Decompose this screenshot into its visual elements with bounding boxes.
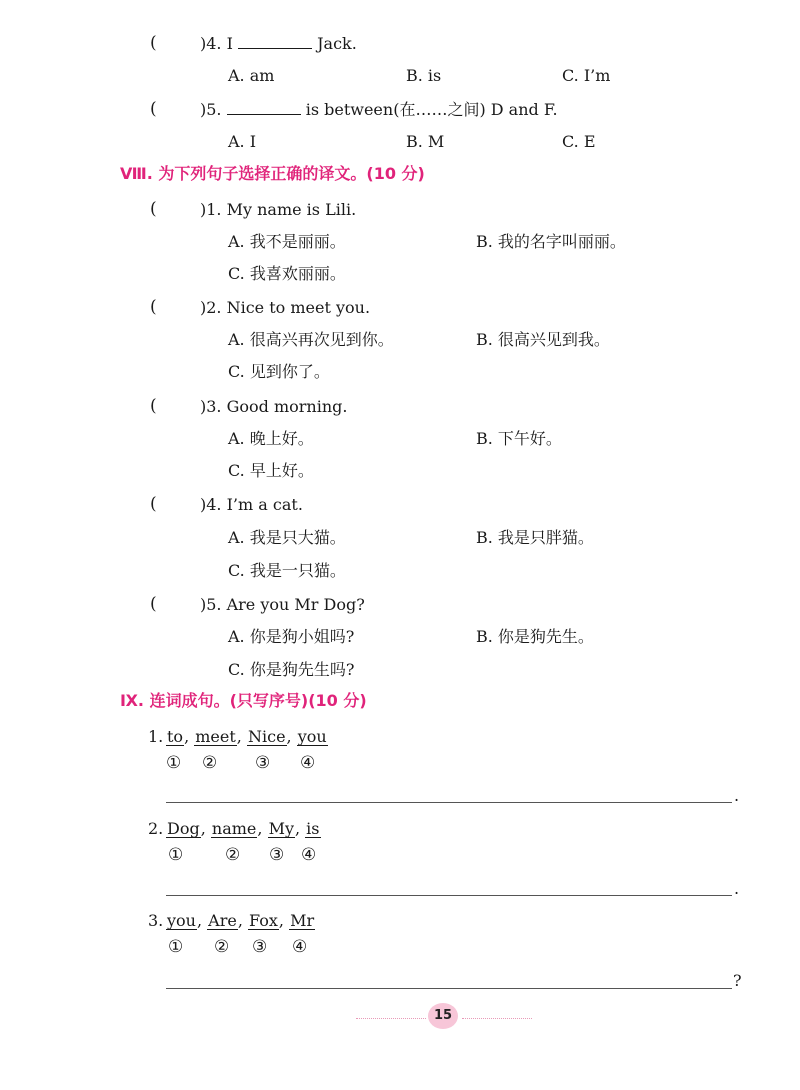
option-b: B. M (406, 132, 445, 151)
page-number: 15 (428, 1003, 458, 1029)
question-number (200, 100, 558, 120)
word: My (268, 819, 294, 838)
option-a: A. 我是只大猫。 (228, 528, 346, 547)
word-list (166, 727, 328, 747)
word-index: ④ (300, 753, 316, 773)
answer-paren-open: ( (150, 199, 157, 219)
end-punctuation: ? (733, 971, 742, 990)
option-b: B. 下午好。 (476, 429, 562, 448)
option-b: B. 很高兴见到我。 (476, 330, 610, 349)
footer-rule-right (462, 1018, 532, 1019)
question-stem: )4. I’m a cat. (200, 495, 303, 514)
answer-line[interactable] (166, 895, 732, 896)
word: Dog (167, 819, 200, 838)
option-b: B. 我是只胖猫。 (476, 528, 594, 547)
option-c: C. I’m (562, 66, 611, 85)
comma: , (236, 727, 242, 746)
comma: , (294, 819, 301, 838)
option-a: A. I (228, 132, 257, 151)
word: Nice (247, 727, 286, 746)
option-a: A. 你是狗小姐吗? (228, 627, 355, 646)
question-stem: )5. (200, 100, 222, 119)
word-list (166, 819, 321, 839)
question-stem: )5. Are you Mr Dog? (200, 595, 365, 614)
option-c: C. 早上好。 (228, 461, 314, 480)
comma: , (196, 911, 203, 930)
item-number: 3. (148, 911, 164, 930)
footer-rule-left (356, 1018, 426, 1019)
word-index: ② (202, 753, 218, 773)
answer-blank[interactable] (238, 34, 312, 49)
end-punctuation: . (734, 786, 740, 805)
option-c: C. 我喜欢丽丽。 (228, 264, 346, 283)
answer-paren-open: ( (150, 594, 157, 614)
word-index: ③ (255, 753, 271, 773)
option-a: A. 我不是丽丽。 (228, 232, 346, 251)
answer-paren-open: ( (150, 494, 157, 514)
option-b: B. 你是狗先生。 (476, 627, 594, 646)
answer-paren-open: ( (150, 396, 157, 416)
item-number: 2. (148, 819, 164, 838)
comma: , (286, 727, 292, 746)
answer-line[interactable] (166, 802, 732, 803)
word-index: ④ (301, 845, 317, 865)
word-index: ① (168, 937, 184, 957)
end-punctuation: . (734, 879, 740, 898)
comma: , (257, 819, 263, 838)
answer-paren-open: ( (150, 33, 157, 53)
word-index: ③ (269, 845, 285, 865)
option-c: C. 我是一只猫。 (228, 561, 346, 580)
word: you (297, 727, 327, 746)
section-title-9: Ⅸ. 连词成句。(只写序号)(10 分) (120, 691, 367, 710)
question-stem-tail: is between(在……之间) D and F. (305, 100, 558, 119)
word-index: ③ (252, 937, 268, 957)
section-title-8: Ⅷ. 为下列句子选择正确的译文。(10 分) (120, 164, 425, 183)
comma: , (278, 911, 285, 930)
word-index: ② (214, 937, 230, 957)
comma: , (184, 727, 190, 746)
item-number: 1. (148, 727, 164, 746)
question-stem-tail: Jack. (317, 34, 357, 53)
word-index: ② (225, 845, 241, 865)
answer-blank[interactable] (227, 100, 301, 115)
answer-line[interactable] (166, 988, 732, 989)
option-a: A. 很高兴再次见到你。 (228, 330, 394, 349)
word: is (306, 819, 320, 838)
word: name (211, 819, 257, 838)
option-c: C. E (562, 132, 596, 151)
comma: , (200, 819, 206, 838)
option-a: A. 晚上好。 (228, 429, 314, 448)
word: you (167, 911, 196, 930)
word: Are (208, 911, 237, 930)
question-stem: )4. I (200, 34, 233, 53)
answer-paren-open: ( (150, 99, 157, 119)
word-index: ① (166, 753, 182, 773)
word: Mr (290, 911, 315, 930)
word-list (166, 911, 315, 931)
question-number (200, 34, 357, 54)
question-stem: )3. Good morning. (200, 397, 348, 416)
option-b: B. 我的名字叫丽丽。 (476, 232, 626, 251)
word-index: ① (168, 845, 184, 865)
answer-paren-open: ( (150, 297, 157, 317)
comma: , (237, 911, 243, 930)
option-a: A. am (228, 66, 275, 85)
option-c: C. 你是狗先生吗? (228, 660, 355, 679)
option-b: B. is (406, 66, 442, 85)
word: Fox (249, 911, 278, 930)
question-stem: )1. My name is Lili. (200, 200, 357, 219)
word: to (167, 727, 184, 746)
question-stem: )2. Nice to meet you. (200, 298, 371, 317)
word: meet (195, 727, 236, 746)
option-c: C. 见到你了。 (228, 362, 330, 381)
word-index: ④ (292, 937, 308, 957)
